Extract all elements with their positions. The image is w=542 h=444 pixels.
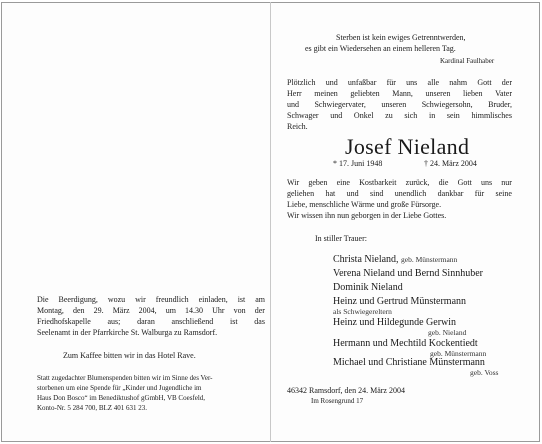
invite-line: Die Beerdigung, wozu wir freundlich einladen, ist am (37, 295, 265, 304)
gratitude-line: Wir geben eine Kostbarkeit zurück, die Gott uns nur (287, 178, 512, 187)
gratitude-line: geliehen hat und sind unendlich dankbar für seine (287, 189, 512, 198)
mourner-name: Christa Nieland, geb. Münstermann (333, 254, 458, 265)
gratitude-line: Wir wissen ihn nun geborgen in der Liebe Gottes. (287, 211, 447, 220)
death-date: † 24. März 2004 (424, 159, 477, 168)
mourner-name: Michael und Christiane Münstermann (333, 357, 485, 368)
mourner-name: Verena Nieland und Bernd Sinnhuber (333, 268, 483, 279)
invite-line: Montag, den 29. März 2004, um 14.30 Uhr von der (37, 306, 265, 315)
donation-line: Konto-Nr. 5 284 700, BLZ 401 631 23. (37, 404, 148, 412)
announcement-line: Reich. (287, 122, 308, 131)
donation-line: Statt zugedachter Blumenspenden bitten wir im Sinne des Ver- (37, 374, 213, 382)
gratitude-line: Liebe, menschliche Wärme und große Fürsorge. (287, 200, 442, 209)
mourner-note: geb. Münstermann (401, 255, 458, 264)
quote-line: Sterben ist kein ewiges Getrenntwerden, (336, 33, 466, 42)
invite-line: Seelenamt in der Pfarrkirche St. Walburga zu Ramsdorf. (37, 328, 218, 337)
mourning-label: In stiller Trauer: (315, 234, 367, 243)
place-date: 46342 Ramsdorf, den 24. März 2004 (287, 386, 405, 395)
quote-line: es gibt ein Wiedersehen an einem helleren Tag. (305, 44, 456, 53)
fold-line (270, 2, 271, 442)
address: Im Rosengrund 17 (311, 397, 364, 405)
mourner-name: Dominik Nieland (333, 282, 403, 293)
deceased-name: Josef Nieland (345, 134, 470, 159)
donation-line: storbenen um eine Spende für „Kinder und Jugendliche im (37, 384, 202, 392)
mourner-name: Heinz und Gertrud Münstermann (333, 296, 467, 307)
mourner-name: Heinz und Hildegunde Gerwin (333, 317, 457, 328)
invite-line: Friedhofskapelle aus; daran anschließend ist das (37, 317, 265, 326)
announcement-line: Herr meinen geliebten Mann, unseren lieben Vater (287, 89, 512, 98)
quote-author: Kardinal Faulhaber (440, 57, 495, 65)
mourner-note: geb. Münstermann (430, 349, 487, 358)
mourner-note: geb. Voss (470, 368, 499, 377)
birth-date: * 17. Juni 1948 (333, 159, 383, 168)
donation-line: Haus Don Bosco“ im Benediktushof gGmbH, VB Coesfeld, (37, 394, 206, 402)
mourner-note: geb. Nieland (428, 328, 467, 337)
mourner-note: als Schwiegereltern (333, 307, 392, 316)
announcement-line: Plötzlich und unfaßbar für uns alle nahm Gott der (287, 78, 512, 87)
coffee-invitation: Zum Kaffee bitten wir in das Hotel Rave. (63, 351, 196, 360)
announcement-line: und Schwiegervater, unseren Schwiegersohn, Bruder, (287, 100, 512, 109)
announcement-line: Schwager und Onkel zu sich in sein himmlisches (287, 111, 512, 120)
mourner-name: Hermann und Mechtild Kockentiedt (333, 338, 478, 349)
